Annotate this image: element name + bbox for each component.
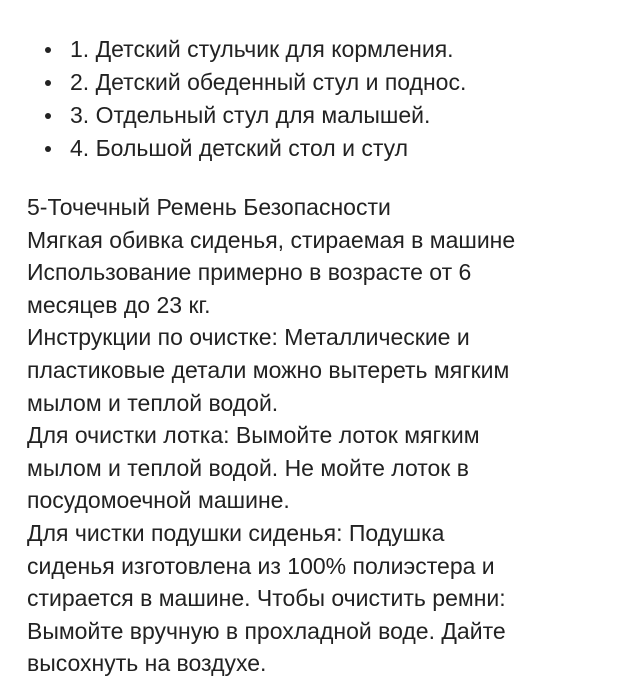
product-description: [27, 191, 515, 680]
description-line: мылом и теплой водой.: [27, 389, 279, 416]
list-item-text: 3. Отдельный стул для малышей.: [70, 102, 431, 128]
description-line: Для очистки лотка: Вымойте лоток мягким: [27, 422, 480, 449]
description-line: Мягкая обивка сиденья, стираемая в машине: [27, 226, 516, 253]
list-item-text: 4. Большой детский стол и стул: [70, 135, 409, 161]
list-item: [0, 66, 466, 99]
description-line: мылом и теплой водой. Не мойте лоток в: [27, 454, 469, 481]
description-line: стирается в машине. Чтобы очистить ремни:: [27, 585, 506, 612]
list-item: [0, 33, 466, 66]
list-item-text: 2. Детский обеденный стул и поднос.: [70, 69, 467, 95]
description-line: Вымойте вручную в прохладной воде. Дайте: [27, 617, 506, 644]
bullet-icon: [45, 47, 51, 53]
description-line: высохнуть на воздухе.: [27, 650, 267, 677]
product-use-list: [0, 33, 466, 165]
list-item: [0, 99, 466, 132]
description-line: сиденья изготовлена из 100% полиэстера и: [27, 552, 495, 579]
description-line: посудомоечной машине.: [27, 487, 290, 514]
bullet-icon: [45, 80, 51, 86]
bullet-icon: [45, 146, 51, 152]
description-line: месяцев до 23 кг.: [27, 291, 211, 318]
bullet-icon: [45, 113, 51, 119]
description-line: пластиковые детали можно вытереть мягким: [27, 356, 510, 383]
list-item: [0, 132, 466, 165]
description-line: Инструкции по очистке: Металлические и: [27, 324, 470, 351]
description-line: Для чистки подушки сиденья: Подушка: [27, 519, 445, 546]
description-line: Использование примерно в возрасте от 6: [27, 259, 472, 286]
description-line: 5-Точечный Ремень Безопасности: [27, 194, 391, 220]
list-item-text: 1. Детский стульчик для кормления.: [70, 36, 454, 62]
